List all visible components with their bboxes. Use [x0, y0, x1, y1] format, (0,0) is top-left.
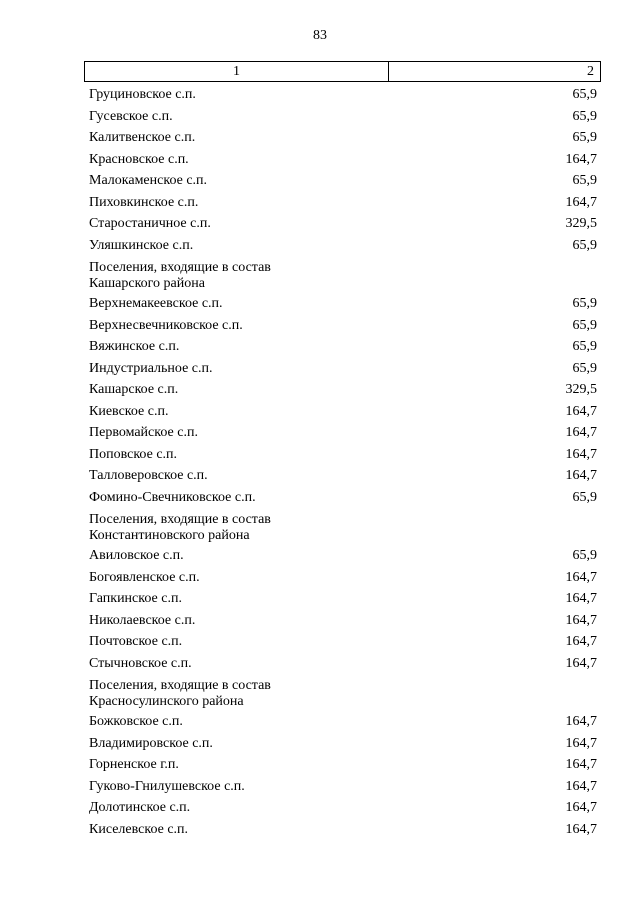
- table-row: [89, 711, 597, 733]
- table-row: [89, 567, 597, 589]
- table-row: [89, 776, 597, 798]
- table-row: [89, 149, 597, 171]
- settlement-value: 164,7: [565, 151, 597, 167]
- table-row: [89, 127, 597, 149]
- group-heading: Поселения, входящие в состав Кашарского района: [89, 260, 271, 291]
- table-row: [89, 733, 597, 755]
- settlement-value: 65,9: [572, 108, 597, 124]
- table-row: [89, 422, 597, 444]
- table-row: [89, 84, 597, 106]
- settlement-value: 164,7: [565, 634, 597, 649]
- table-row: [89, 106, 597, 128]
- settlement-value: 164,7: [565, 468, 597, 483]
- settlement-value: 164,7: [565, 655, 597, 671]
- settlement-value: 164,7: [565, 778, 597, 794]
- table-row: [89, 293, 597, 315]
- settlement-value: 164,7: [565, 425, 597, 440]
- settlement-value: 329,5: [565, 216, 597, 231]
- settlement-name: Киселевское с.п.: [89, 821, 189, 837]
- settlement-name: Николаевское с.п.: [89, 612, 196, 628]
- table-row: [89, 465, 597, 487]
- settlement-name: Стычновское с.п.: [89, 655, 192, 671]
- settlement-name: Авиловское с.п.: [89, 548, 184, 563]
- settlement-value: 164,7: [565, 757, 597, 772]
- table-row: [89, 487, 597, 509]
- table-row: [89, 401, 597, 423]
- settlement-name: Пиховкинское с.п.: [89, 194, 199, 210]
- settlement-name: Богоявленское с.п.: [89, 569, 200, 585]
- group-heading: Поселения, входящие в состав Красносулинского района: [89, 678, 271, 709]
- table-body: [89, 84, 597, 840]
- settlement-name: Горненское г.п.: [89, 757, 179, 772]
- table-row: [89, 170, 597, 192]
- settlement-name: Гусевское с.п.: [89, 108, 173, 124]
- settlement-name: Верхнесвечниковское с.п.: [89, 317, 243, 333]
- settlement-name: Индустриальное с.п.: [89, 360, 213, 376]
- settlement-name: Кашарское с.п.: [89, 382, 179, 397]
- group-heading-row: [89, 674, 597, 711]
- settlement-value: 65,9: [572, 360, 597, 376]
- table-row: [89, 444, 597, 466]
- settlement-value: 164,7: [565, 735, 597, 751]
- settlement-value: 164,7: [565, 612, 597, 628]
- group-heading: Поселения, входящие в состав Константиновского района: [89, 512, 271, 543]
- table-row: [89, 336, 597, 358]
- column-header-1: 1: [85, 62, 389, 81]
- settlement-value: 164,7: [565, 194, 597, 210]
- settlement-value: 65,9: [572, 296, 597, 311]
- settlement-value: 164,7: [565, 714, 597, 729]
- settlement-name: Талловеровское с.п.: [89, 468, 208, 483]
- settlement-name: Владимировское с.п.: [89, 735, 213, 751]
- table-row: [89, 235, 597, 257]
- table-row: [89, 192, 597, 214]
- settlement-name: Вяжинское с.п.: [89, 339, 180, 354]
- group-heading-row: [89, 508, 597, 545]
- table-row: [89, 213, 597, 235]
- settlement-value: 164,7: [565, 569, 597, 585]
- table-row: [89, 379, 597, 401]
- settlement-name: Верхнемакеевское с.п.: [89, 296, 223, 311]
- table-row: [89, 819, 597, 841]
- settlement-name: Почтовское с.п.: [89, 634, 183, 649]
- settlement-value: 65,9: [572, 173, 597, 188]
- settlement-name: Старостаничное с.п.: [89, 216, 211, 231]
- column-header-2: 2: [587, 63, 594, 79]
- table-row: [89, 797, 597, 819]
- settlement-name: Киевское с.п.: [89, 403, 169, 419]
- settlement-value: 164,7: [565, 446, 597, 462]
- table-row: [89, 610, 597, 632]
- settlement-name: Первомайское с.п.: [89, 425, 198, 440]
- settlement-name: Красновское с.п.: [89, 151, 189, 167]
- table-row: [89, 631, 597, 653]
- settlement-name: Калитвенское с.п.: [89, 130, 196, 145]
- table-row: [89, 754, 597, 776]
- table-row: [89, 315, 597, 337]
- settlement-name: Фомино-Свечниковское с.п.: [89, 489, 256, 505]
- settlement-value: 164,7: [565, 821, 597, 837]
- settlement-value: 65,9: [572, 317, 597, 333]
- settlement-name: Поповское с.п.: [89, 446, 178, 462]
- settlement-name: Гапкинское с.п.: [89, 591, 182, 606]
- settlement-value: 65,9: [572, 548, 597, 563]
- table-row: [89, 653, 597, 675]
- settlement-value: 164,7: [565, 800, 597, 815]
- settlement-value: 329,5: [565, 382, 597, 397]
- page-number: 83: [313, 28, 327, 43]
- settlement-value: 164,7: [565, 591, 597, 606]
- table-row: [89, 358, 597, 380]
- settlement-name: Уляшкинское с.п.: [89, 237, 194, 253]
- table-header: [84, 61, 601, 82]
- settlement-value: 65,9: [572, 87, 597, 102]
- table-row: [89, 588, 597, 610]
- settlement-value: 164,7: [565, 403, 597, 419]
- settlement-value: 65,9: [572, 130, 597, 145]
- table-row: [89, 545, 597, 567]
- settlement-value: 65,9: [572, 339, 597, 354]
- settlement-name: Малокаменское с.п.: [89, 173, 208, 188]
- settlement-name: Груциновское с.п.: [89, 87, 196, 102]
- settlement-value: 65,9: [572, 489, 597, 505]
- settlement-value: 65,9: [572, 237, 597, 253]
- group-heading-row: [89, 256, 597, 293]
- settlement-name: Божковское с.п.: [89, 714, 183, 729]
- settlement-name: Долотинское с.п.: [89, 800, 191, 815]
- settlement-name: Гуково-Гнилушевское с.п.: [89, 778, 245, 794]
